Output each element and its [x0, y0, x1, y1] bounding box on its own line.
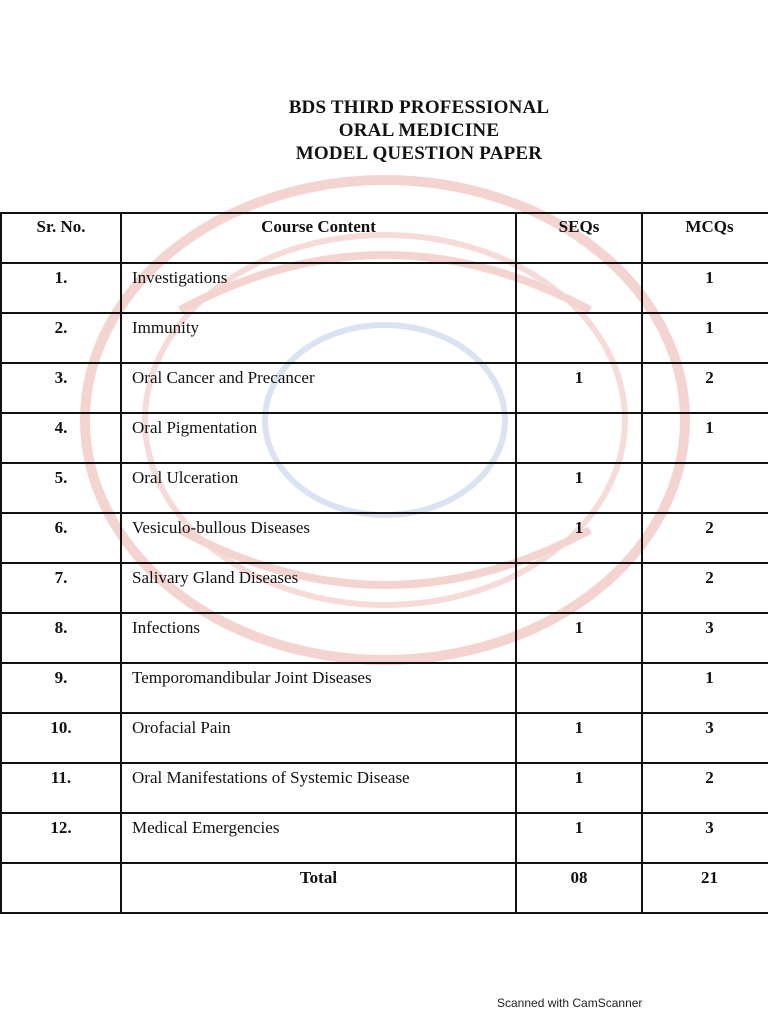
cell-course-content — [121, 263, 516, 313]
cell-total-label: Total — [121, 863, 516, 913]
cell-sr-no: 4. — [1, 413, 121, 463]
column-header-seqs: SEQs — [516, 213, 642, 263]
cell-seqs — [516, 263, 642, 313]
cell-course-content — [121, 613, 516, 663]
course-content-text: Oral Pigmentation — [132, 418, 258, 437]
course-content-text: Medical Emergencies — [132, 818, 280, 837]
cell-sr-no: 8. — [1, 613, 121, 663]
cell-sr-no: 3. — [1, 363, 121, 413]
course-content-text: Immunity — [132, 318, 200, 337]
table-row — [1, 713, 768, 763]
course-content-text: Vesiculo-bullous Diseases — [132, 518, 311, 537]
cell-mcqs: 3 — [642, 713, 768, 763]
column-header-course-content: Course Content — [121, 213, 516, 263]
cell-seqs: 1 — [516, 463, 642, 513]
document-header — [0, 96, 768, 165]
cell-mcqs: 1 — [642, 313, 768, 363]
cell-course-content — [121, 813, 516, 863]
table-row — [1, 613, 768, 663]
course-content-text: Oral Ulceration — [132, 468, 239, 487]
cell-seqs: 1 — [516, 763, 642, 813]
cell-sr-no: 1. — [1, 263, 121, 313]
table-total-row — [1, 863, 768, 913]
cell-course-content — [121, 663, 516, 713]
cell-seqs — [516, 663, 642, 713]
cell-sr-no: 5. — [1, 463, 121, 513]
cell-sr-no: 12. — [1, 813, 121, 863]
cell-mcqs — [642, 463, 768, 513]
cell-mcqs: 1 — [642, 263, 768, 313]
cell-mcqs: 1 — [642, 413, 768, 463]
course-content-text: Investigations — [132, 268, 228, 287]
table-row — [1, 563, 768, 613]
table-row — [1, 313, 768, 363]
cell-course-content — [121, 563, 516, 613]
header-line-2: ORAL MEDICINE — [338, 120, 500, 141]
cell-course-content — [121, 463, 516, 513]
cell-course-content — [121, 713, 516, 763]
column-header-sr-no: Sr. No. — [1, 213, 121, 263]
course-content-text: Oral Manifestations of Systemic Disease — [132, 768, 410, 787]
course-content-text: Salivary Gland Diseases — [132, 568, 299, 587]
table-row — [1, 263, 768, 313]
cell-sr-no: 9. — [1, 663, 121, 713]
cell-course-content — [121, 513, 516, 563]
cell-total-seqs: 08 — [516, 863, 642, 913]
table-row — [1, 363, 768, 413]
cell-seqs — [516, 313, 642, 363]
cell-mcqs: 1 — [642, 663, 768, 713]
cell-mcqs: 2 — [642, 363, 768, 413]
cell-total-mcqs: 21 — [642, 863, 768, 913]
cell-course-content — [121, 313, 516, 363]
cell-sr-no: 6. — [1, 513, 121, 563]
cell-course-content — [121, 413, 516, 463]
table-header-row — [1, 213, 768, 263]
cell-course-content — [121, 363, 516, 413]
cell-mcqs: 2 — [642, 763, 768, 813]
scanner-footer-text: Scanned with CamScanner — [497, 996, 643, 1010]
table-row — [1, 813, 768, 863]
cell-mcqs: 3 — [642, 813, 768, 863]
cell-mcqs: 3 — [642, 613, 768, 663]
cell-seqs: 1 — [516, 713, 642, 763]
table-row — [1, 513, 768, 563]
header-line-1: BDS THIRD PROFESSIONAL — [288, 97, 550, 118]
cell-mcqs: 2 — [642, 563, 768, 613]
cell-seqs: 1 — [516, 813, 642, 863]
cell-course-content — [121, 763, 516, 813]
cell-mcqs: 2 — [642, 513, 768, 563]
question-paper-table — [0, 212, 768, 914]
column-header-mcqs: MCQs — [642, 213, 768, 263]
table-body — [1, 263, 768, 913]
course-content-text: Infections — [132, 618, 200, 637]
cell-sr-no: 7. — [1, 563, 121, 613]
cell-sr-no: 10. — [1, 713, 121, 763]
table-row — [1, 763, 768, 813]
cell-seqs: 1 — [516, 613, 642, 663]
course-content-text: Temporomandibular Joint Diseases — [132, 668, 372, 687]
cell-seqs — [516, 563, 642, 613]
cell-total-empty — [1, 863, 121, 913]
header-line-3: MODEL QUESTION PAPER — [295, 143, 543, 164]
cell-seqs: 1 — [516, 363, 642, 413]
course-content-text: Oral Cancer and Precancer — [132, 368, 315, 387]
cell-seqs — [516, 413, 642, 463]
table-row — [1, 463, 768, 513]
cell-sr-no: 2. — [1, 313, 121, 363]
cell-seqs: 1 — [516, 513, 642, 563]
course-content-text: Orofacial Pain — [132, 718, 231, 737]
cell-sr-no: 11. — [1, 763, 121, 813]
table-row — [1, 413, 768, 463]
table-row — [1, 663, 768, 713]
